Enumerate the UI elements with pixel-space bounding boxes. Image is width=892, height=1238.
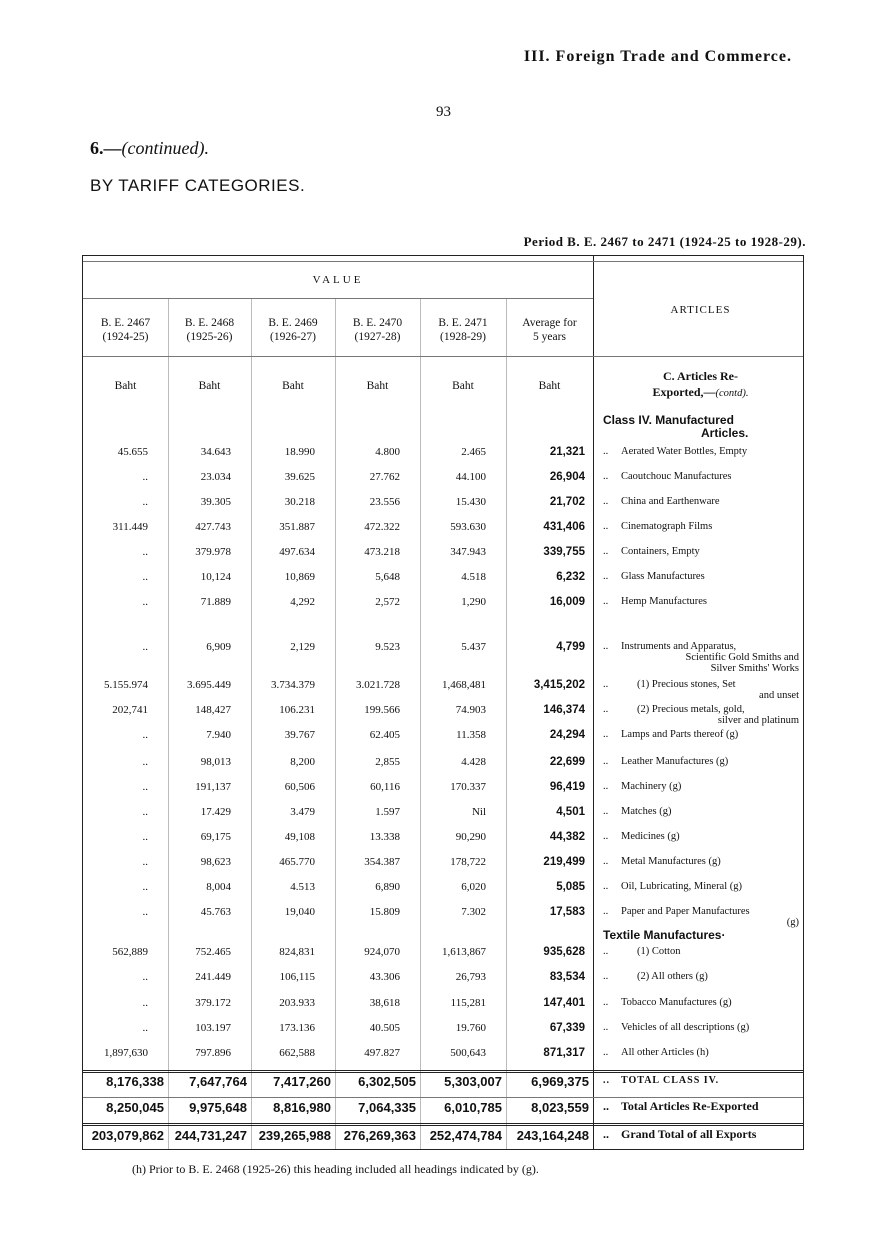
value-cell: 379.978 (195, 546, 231, 558)
value-cell: 3.695.449 (187, 679, 231, 691)
value-cell: .. (142, 496, 148, 508)
leader-dots: .. (603, 471, 609, 482)
value-cell: 351.887 (279, 521, 315, 533)
value-cell: 3.734.379 (271, 679, 315, 691)
value-cell: 191,137 (195, 781, 231, 793)
column-header-line2: (1928-29) (440, 331, 486, 343)
article-text: Scientific Gold Smiths and (685, 652, 799, 663)
value-cell: 17.429 (200, 806, 231, 818)
value-cell: .. (142, 997, 148, 1009)
value-cell: 2,855 (375, 756, 400, 768)
value-cell: 6,010,785 (444, 1100, 502, 1115)
article-label (603, 679, 799, 690)
value-cell: 147,401 (543, 997, 585, 1009)
value-cell: 43.306 (369, 971, 400, 983)
column-header-line1: B. E. 2468 (184, 317, 235, 329)
article-text: (2) Precious metals, gold, (637, 704, 745, 715)
value-cell: .. (142, 831, 148, 843)
value-cell: 7.302 (461, 906, 486, 918)
total-label (603, 1101, 799, 1112)
article-text: Metal Manufactures (g) (621, 856, 721, 867)
unit-label: Baht (452, 380, 474, 392)
value-cell: 173.136 (279, 1022, 315, 1034)
total-rule-3 (83, 1123, 803, 1126)
article-label (603, 546, 799, 557)
value-cell: 62.405 (369, 729, 400, 741)
value-cell: 26,904 (549, 471, 585, 483)
header-rule (83, 356, 803, 357)
value-cell: 5,303,007 (444, 1074, 502, 1089)
value-cell: .. (142, 596, 148, 608)
value-cell: 8,023,559 (531, 1100, 589, 1115)
value-cell: 797.896 (195, 1047, 231, 1059)
column-header-line2: (1925-26) (186, 331, 233, 343)
article-text: Machinery (g) (621, 781, 682, 792)
articles-label: ARTICLES (670, 304, 731, 316)
value-cell: 15.430 (455, 496, 486, 508)
leader-dots: .. (603, 521, 609, 532)
leader-dots: .. (603, 1099, 609, 1113)
article-text: Oil, Lubricating, Mineral (g) (621, 881, 743, 892)
value-cell: 5,085 (556, 881, 585, 893)
value-cell: 178,722 (450, 856, 486, 868)
value-cell: 18.990 (284, 446, 315, 458)
unit-label: Baht (282, 380, 304, 392)
value-cell: 379.172 (195, 997, 231, 1009)
value-cell: 27.762 (369, 471, 400, 483)
value-cell: 6,909 (206, 641, 231, 653)
column-header (506, 316, 593, 344)
total-text: Total Articles Re-Exported (621, 1099, 759, 1113)
value-cell: 427.743 (195, 521, 231, 533)
value-cell: 9.523 (375, 641, 400, 653)
total-text: Grand Total of all Exports (621, 1127, 757, 1141)
article-label (603, 971, 799, 982)
leader-dots: .. (603, 997, 609, 1008)
class-iv-title (603, 414, 748, 440)
article-label (603, 1022, 799, 1033)
article-text: silver and platinum (717, 715, 799, 726)
value-cell: 199.566 (364, 704, 400, 716)
textile-heading: Textile Manufactures· (603, 928, 726, 942)
article-label (603, 446, 799, 457)
article-label (603, 906, 799, 917)
value-cell: 39.767 (284, 729, 315, 741)
article-text: Medicines (g) (621, 831, 680, 842)
value-cell: 8,004 (206, 881, 231, 893)
value-cell: 500,643 (450, 1047, 486, 1059)
page-number: 93 (436, 104, 451, 120)
article-text: Containers, Empty (621, 546, 700, 557)
article-label-cont (603, 663, 799, 674)
article-label (603, 881, 799, 892)
value-cell: 6,969,375 (531, 1074, 589, 1089)
leader-dots: .. (603, 571, 609, 582)
value-cell: 4.800 (375, 446, 400, 458)
value-cell: 1,897,630 (104, 1047, 148, 1059)
value-cell: .. (142, 471, 148, 483)
value-cell: 239,265,988 (258, 1128, 331, 1143)
value-cell: 60,506 (284, 781, 315, 793)
value-cell: 562,889 (112, 946, 148, 958)
leader-dots: .. (603, 946, 609, 957)
value-cell: Nil (471, 806, 486, 818)
value-cell: 6,020 (461, 881, 486, 893)
value-cell: 17,583 (549, 906, 585, 918)
value-cell: 170.337 (450, 781, 486, 793)
article-label (603, 756, 799, 767)
value-cell: 3.021.728 (356, 679, 400, 691)
unit-label: Baht (538, 380, 561, 392)
column-header-line2: (1927-28) (354, 331, 401, 343)
value-cell: 5,648 (375, 571, 400, 583)
column-header (420, 316, 506, 344)
value-cell: 339,755 (543, 546, 585, 558)
value-cell: 6,890 (375, 881, 400, 893)
value-cell: 824,831 (279, 946, 315, 958)
value-cell: 244,731,247 (174, 1128, 247, 1143)
value-cell: .. (142, 1022, 148, 1034)
column-header (168, 316, 251, 344)
article-text: Cinematograph Films (621, 521, 713, 532)
value-cell: 473.218 (364, 546, 400, 558)
article-label (603, 1047, 799, 1058)
subtitle: BY TARIFF CATEGORIES. (90, 176, 306, 195)
total-rule-1 (83, 1070, 803, 1073)
value-cell: 22,699 (549, 756, 585, 768)
article-label (603, 806, 799, 817)
value-cell: 1,613,867 (442, 946, 486, 958)
leader-dots: .. (603, 596, 609, 607)
value-cell: 752.465 (195, 946, 231, 958)
article-label (603, 997, 799, 1008)
value-cell: 6,232 (556, 571, 585, 583)
value-cell: 26,793 (455, 971, 486, 983)
value-cell: 69,175 (200, 831, 231, 843)
articles-divider (593, 256, 594, 1149)
section-c-line2 (596, 384, 805, 402)
leader-dots: .. (603, 1127, 609, 1141)
value-cell: 21,702 (549, 496, 585, 508)
value-cell: 8,816,980 (273, 1100, 331, 1115)
unit-label: Baht (114, 380, 137, 392)
column-header-line1: B. E. 2471 (438, 317, 488, 329)
value-cell: 30.218 (284, 496, 315, 508)
leader-dots: .. (603, 704, 609, 715)
column-header-line1: B. E. 2467 (100, 317, 151, 329)
leader-dots: .. (603, 881, 609, 892)
value-cell: 8,176,338 (106, 1074, 164, 1089)
value-cell: 19.760 (455, 1022, 486, 1034)
value-cell: 10,869 (284, 571, 315, 583)
article-label (603, 704, 799, 715)
article-text: All other Articles (h) (621, 1047, 709, 1058)
section-c-exported: Exported,— (652, 385, 716, 399)
top-rule (83, 261, 803, 262)
value-cell: 24,294 (549, 729, 585, 741)
value-cell: 49,108 (284, 831, 315, 843)
value-cell: 593.630 (450, 521, 486, 533)
leader-dots: .. (603, 679, 609, 690)
value-cell: 241.449 (195, 971, 231, 983)
value-cell: 276,269,363 (343, 1128, 416, 1143)
value-cell: 4,799 (556, 641, 585, 653)
article-label-cont (603, 715, 799, 726)
value-cell: 5.155.974 (104, 679, 148, 691)
section-c-heading (596, 368, 805, 402)
value-cell: 45.655 (117, 446, 148, 458)
value-cell: .. (142, 546, 148, 558)
value-cell: 1.597 (375, 806, 400, 818)
value-cell: .. (142, 881, 148, 893)
value-cell: 1,468,481 (442, 679, 486, 691)
class-iv-line1: Class IV. Manufactured (603, 413, 734, 427)
article-text: Lamps and Parts thereof (g) (621, 729, 739, 740)
article-text: (g) (786, 917, 799, 928)
column-header-line1: B. E. 2470 (352, 317, 403, 329)
value-cell: 83,534 (549, 971, 585, 983)
column-header-line2: 5 years (533, 331, 566, 343)
article-text: Matches (g) (621, 806, 672, 817)
value-cell: 44,382 (549, 831, 585, 843)
article-text: Paper and Paper Manufactures (621, 906, 750, 917)
article-text: Vehicles of all descriptions (g) (621, 1022, 750, 1033)
value-cell: 34.643 (200, 446, 231, 458)
value-cell: 39.305 (200, 496, 231, 508)
value-cell: 45.763 (200, 906, 231, 918)
value-cell: 44.100 (455, 471, 486, 483)
value-cell: 19,040 (284, 906, 315, 918)
value-cell: 11.358 (456, 729, 486, 741)
article-label (603, 471, 799, 482)
total-rule-2 (83, 1097, 803, 1098)
value-cell: 4.518 (461, 571, 486, 583)
value-cell: 935,628 (543, 946, 585, 958)
value-cell: 39.625 (284, 471, 315, 483)
leader-dots: .. (603, 906, 609, 917)
value-cell: .. (142, 756, 148, 768)
article-text: Silver Smiths' Works (710, 663, 799, 674)
value-cell: .. (142, 856, 148, 868)
column-header-line2: (1926-27) (270, 331, 316, 343)
value-cell: 7.940 (206, 729, 231, 741)
leader-dots: .. (603, 756, 609, 767)
article-text: and unset (759, 690, 799, 701)
value-cell: 5.437 (461, 641, 486, 653)
value-cell: 4,501 (556, 806, 585, 818)
class-iv-line2: Articles. (701, 426, 749, 440)
value-cell: 4,292 (290, 596, 315, 608)
article-label (603, 781, 799, 792)
article-text: Glass Manufactures (621, 571, 705, 582)
value-cell: 98,013 (200, 756, 231, 768)
article-label (603, 571, 799, 582)
value-cell: 662,588 (279, 1047, 315, 1059)
value-cell: .. (142, 806, 148, 818)
article-label (603, 856, 799, 867)
value-cell: 497.827 (364, 1047, 400, 1059)
leader-dots: .. (603, 446, 609, 457)
section-header: III. Foreign Trade and Commerce. (523, 48, 792, 65)
article-text: (2) All others (g) (637, 971, 708, 982)
value-cell: 7,647,764 (189, 1074, 247, 1089)
value-cell: 202,741 (112, 704, 148, 716)
article-label-cont (603, 690, 799, 701)
value-cell: 871,317 (543, 1047, 585, 1059)
value-cell: 924,070 (364, 946, 400, 958)
value-cell: 2,129 (290, 641, 315, 653)
section-c-contd: (contd). (715, 388, 749, 399)
section-c-line1: C. Articles Re- (663, 369, 738, 383)
value-cell: 8,250,045 (106, 1100, 164, 1115)
value-cell: 106.231 (279, 704, 315, 716)
value-cell: 243,164,248 (516, 1128, 589, 1143)
value-cell: .. (142, 971, 148, 983)
value-cell: 74.903 (455, 704, 486, 716)
article-text: (1) Precious stones, Set (637, 679, 736, 690)
value-cell: 311.449 (112, 521, 148, 533)
value-cell: 7,064,335 (358, 1100, 416, 1115)
value-cell: 7,417,260 (273, 1074, 331, 1089)
value-cell: 90,290 (455, 831, 486, 843)
value-cell: 15.809 (369, 906, 400, 918)
value-cell: 6,302,505 (358, 1074, 416, 1089)
value-cell: 4.513 (290, 881, 315, 893)
value-cell: 219,499 (543, 856, 585, 868)
column-header (251, 316, 335, 344)
value-cell: 203,079,862 (91, 1128, 164, 1143)
article-label (603, 496, 799, 507)
value-cell: 98,623 (200, 856, 231, 868)
period-label: Period B. E. 2467 to 2471 (1924-25 to 1928-29). (523, 234, 806, 249)
leader-dots: .. (603, 806, 609, 817)
value-rule (83, 298, 593, 299)
leader-dots: .. (603, 1047, 609, 1058)
article-text: (1) Cotton (637, 946, 681, 957)
article-label (603, 641, 799, 652)
unit-label: Baht (198, 380, 221, 392)
total-label (603, 1075, 799, 1086)
value-cell: .. (142, 906, 148, 918)
article-label-cont (603, 652, 799, 663)
value-cell: 21,321 (549, 446, 585, 458)
article-text: Aerated Water Bottles, Empty (621, 446, 748, 457)
value-cell: 38,618 (369, 997, 400, 1009)
leader-dots: .. (603, 1075, 610, 1086)
leader-dots: .. (603, 546, 609, 557)
article-label (603, 946, 799, 957)
article-label (603, 831, 799, 842)
trade-table (82, 255, 804, 1150)
value-cell: .. (142, 729, 148, 741)
value-cell: 8,200 (290, 756, 315, 768)
value-cell: 40.505 (369, 1022, 400, 1034)
total-text: TOTAL CLASS IV. (621, 1075, 720, 1086)
value-cell: 115,281 (450, 997, 486, 1009)
value-cell: 2.465 (461, 446, 486, 458)
value-cell: 497.634 (279, 546, 315, 558)
column-header (335, 316, 420, 344)
value-label: VALUE (312, 274, 364, 286)
value-cell: 23.556 (369, 496, 400, 508)
value-cell: 148,427 (195, 704, 231, 716)
value-cell: 71.889 (200, 596, 231, 608)
leader-dots: .. (603, 781, 609, 792)
value-cell: 3.479 (290, 806, 315, 818)
article-text: Instruments and Apparatus, (621, 641, 737, 652)
value-cell: 3,415,202 (533, 679, 585, 691)
value-cell: 354.387 (364, 856, 400, 868)
value-cell: 23.034 (200, 471, 231, 483)
article-text: Leather Manufactures (g) (621, 756, 729, 767)
article-text: Caoutchouc Manufactures (621, 471, 732, 482)
column-header-line1: B. E. 2469 (268, 317, 318, 329)
value-cell: 9,975,648 (189, 1100, 247, 1115)
value-cell: 472.322 (364, 521, 400, 533)
value-cell: 10,124 (200, 571, 231, 583)
value-cell: 2,572 (375, 596, 400, 608)
leader-dots: .. (603, 971, 609, 982)
value-cell: 103.197 (195, 1022, 231, 1034)
article-label-cont (603, 917, 799, 928)
value-cell: .. (142, 641, 148, 653)
value-cell: 96,419 (549, 781, 585, 793)
value-cell: 16,009 (549, 596, 585, 608)
continued-word: (continued). (121, 138, 209, 158)
article-label (603, 521, 799, 532)
total-label (603, 1129, 799, 1140)
unit-label: Baht (366, 380, 389, 392)
continued-heading (90, 138, 209, 159)
value-cell: 60,116 (370, 781, 400, 793)
value-cell: 146,374 (543, 704, 585, 716)
footnote: (h) Prior to B. E. 2468 (1925-26) this heading included all headings indicated by (g). (132, 1162, 539, 1176)
article-text: Hemp Manufactures (621, 596, 708, 607)
value-cell: 106,115 (279, 971, 315, 983)
value-cell: 465.770 (279, 856, 315, 868)
continued-number: 6.— (90, 138, 122, 158)
value-cell: 431,406 (543, 521, 585, 533)
value-cell: 347.943 (450, 546, 486, 558)
leader-dots: .. (603, 496, 609, 507)
value-cell: 13.338 (369, 831, 400, 843)
leader-dots: .. (603, 729, 609, 740)
leader-dots: .. (603, 1022, 609, 1033)
value-cell: .. (142, 571, 148, 583)
article-label (603, 729, 799, 740)
leader-dots: .. (603, 641, 609, 652)
value-cell: 67,339 (549, 1022, 585, 1034)
leader-dots: .. (603, 831, 609, 842)
column-header-line2: (1924-25) (102, 331, 149, 343)
column-header-line1: Average for (522, 317, 577, 329)
article-text: China and Earthenware (621, 496, 720, 507)
value-cell: .. (142, 781, 148, 793)
article-text: Tobacco Manufactures (g) (621, 997, 732, 1008)
value-cell: 203.933 (279, 997, 315, 1009)
value-cell: 1,290 (461, 596, 486, 608)
article-label (603, 596, 799, 607)
leader-dots: .. (603, 856, 609, 867)
value-cell: 252,474,784 (429, 1128, 502, 1143)
value-cell: 4.428 (461, 756, 486, 768)
column-header (83, 316, 168, 344)
